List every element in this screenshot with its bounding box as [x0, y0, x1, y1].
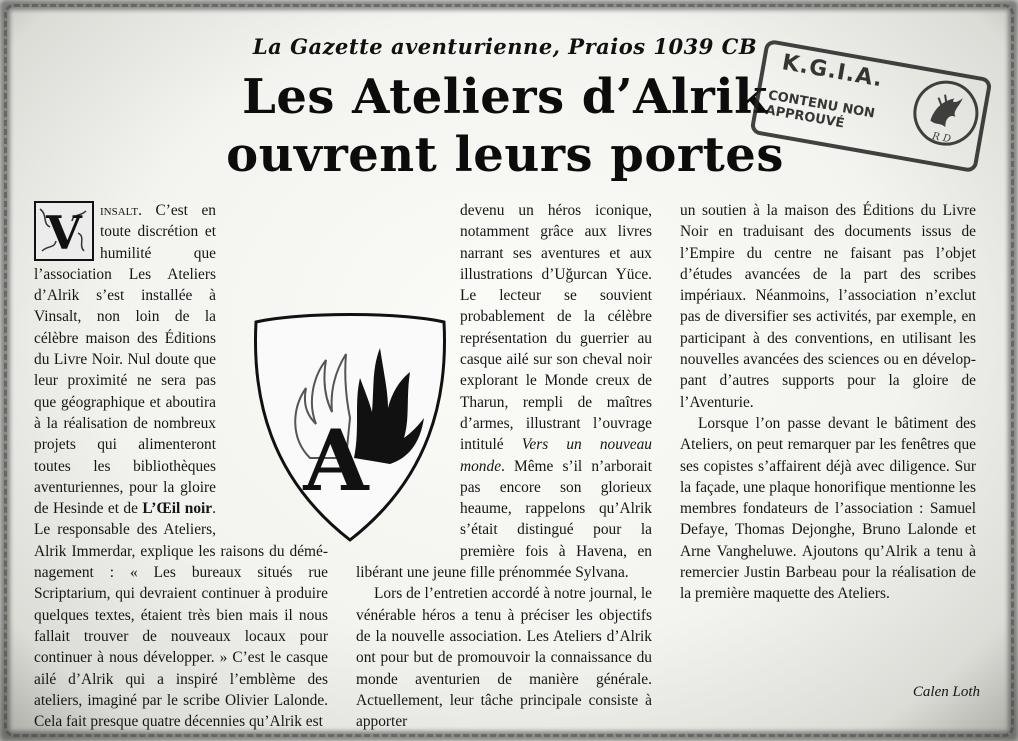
stamp-org: K.G.I.A.: [780, 50, 885, 93]
game-name: L’Œil noir: [142, 500, 213, 518]
griffin-seal-icon: [907, 74, 986, 153]
title-line-1: Les Ateliers d’Alrik: [242, 69, 768, 125]
col1-text-b: . Le responsable des Ateliers, Alrik Immerdar, explique les raisons du déménagement : « Les bureaux situés rue Scriptarium, qui devraient continuer à produire quelques textes, étaient très bien mais il nous fallait trouver de nouveaux locaux pour continuer à nous développer. » C’est le casque ailé d’Alrik qui a inspiré l’emblème des ateliers, imaginé par le scribe Olivier Lalonde. Cela fait presque quatre décennies qu’Alrik est: [34, 500, 328, 731]
emblem-letter: A: [303, 411, 369, 510]
col2-paragraph-2: Lors de l’entretien accordé à notre journal, le vénérable héros a tenu à préciser les objectifs de la nouvelle association. Les Ateliers d’Alrik ont pour but de promouvoir la connaissance du monde aventurien de manière générale. Actuellement, leur tâche principale consiste à apporter: [356, 585, 652, 731]
col2-text-b: . Même s’il n’arborait pas encore son glorieux heaume, rappelons qu’Alrik s’était distingué pour la première fois à Havena, en libérant une jeune fille prénommée Sylvana.: [356, 457, 652, 582]
masthead: La Gazette aventurienne, Praios 1039 CB: [252, 34, 758, 59]
dropcap-letter: V: [46, 206, 82, 260]
article-title: [180, 68, 830, 184]
col3-paragraph-1: un soutien à la maison des Éditions du Livre Noir en traduisant des documents issus de l’Empire du centre ne faisant pas l’objet d’études avancées de la part des scribes impériaux. Néanmoins, l’association n’exclut pas de diversifier ses activités, par exemple, en participant à des conventions, en utilisant les nouvelles avancées des sciences ou en développant d’autres supports pour la gloire de l’Aventurie.: [680, 202, 976, 411]
col3-paragraph-2: Lorsque l’on passe devant le bâtiment des Ateliers, on peut remarquer par les fenêtres que ses copistes s’affairent déjà avec diligence. Sur la façade, une plaque honorifique mentionne les membres fondateurs de l’association : Samuel Defaye, Thomas Dejonghe, Bruno Lalonde et Arne Vangheluwe. Ajoutons qu’Alrik a tenu à remercier Justin Barbeau pour la réalisation de la première maquette des Ateliers.: [680, 414, 976, 603]
dropcap: [34, 201, 94, 261]
author-signature: Calen Loth: [912, 684, 980, 700]
title-line-2: ouvrent leurs portes: [226, 127, 784, 183]
col1-text-a: C’est en toute discrétion et humilité que l’association Les Ateliers d’Alrik s’est installée à Vinsalt, non loin de la célèbre maison des Éditions du Livre Noir. Nul doute que leur proximité ne sera pas que géographique et aboutira à la réalisation de nombreux projets qui alimenteront toutes les bibliothèques aventuriennes, pour la gloire de Hesinde et de: [34, 202, 216, 518]
book-title: Vers un nouveau monde: [460, 436, 653, 475]
ateliers-shield-emblem: [250, 308, 450, 546]
column-3: [680, 200, 976, 605]
stamp-label: CONTENU NON APPROUVÉ: [764, 88, 876, 132]
seal-letters: R D: [931, 131, 952, 146]
lead-word: insalt.: [100, 202, 142, 219]
col2-text-a: devenu un héros iconique, notamment grâce aux livres narrant ses aventures et aux illustrations d’Uğurcan Yüce. Le lecteur se souvient probablement de la célèbre représentation du guerrier au casque ailé sur son cheval noir explorant le Monde creux de Tharun, rempli de maîtres d’armes, illustrant l’ouvrage intitulé: [460, 202, 652, 454]
